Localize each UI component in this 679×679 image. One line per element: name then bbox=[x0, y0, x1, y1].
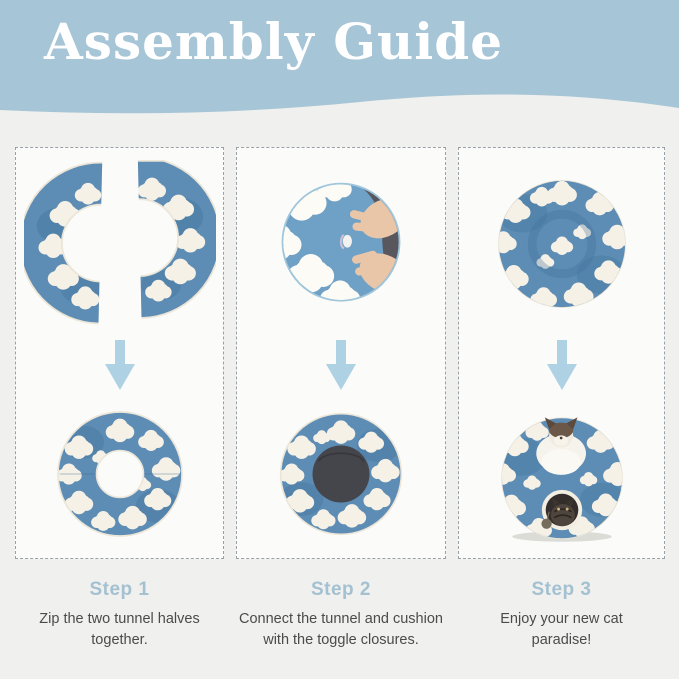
step3-label: Step 3 bbox=[531, 579, 592, 600]
step1-top-image-wrap bbox=[24, 158, 216, 330]
step1-caption bbox=[15, 579, 224, 651]
header-banner bbox=[0, 0, 679, 128]
tunnel-halves-image bbox=[24, 160, 216, 328]
step3-top-image-wrap bbox=[470, 158, 654, 330]
step2-description: Connect the tunnel and cushion with the toggle closures. bbox=[239, 611, 443, 649]
step2-arrow-wrap bbox=[326, 340, 356, 394]
step2-caption bbox=[236, 579, 446, 651]
step3-caption bbox=[458, 579, 665, 651]
step2-top-image-wrap bbox=[245, 158, 437, 330]
arrow-down-icon bbox=[326, 340, 356, 390]
assembled-tunnel-ring-image bbox=[32, 395, 208, 553]
tunnel-with-dark-cushion-image bbox=[253, 395, 429, 553]
assembled-cat-bed-image bbox=[470, 161, 654, 327]
step1-description: Zip the two tunnel halves together. bbox=[39, 611, 200, 649]
step3-description: Enjoy your new cat paradise! bbox=[500, 611, 623, 649]
wave-divider bbox=[0, 86, 679, 128]
step3-bottom-image-wrap bbox=[472, 394, 652, 554]
page-title: Assembly Guide bbox=[44, 12, 504, 71]
steps-row bbox=[0, 147, 679, 559]
cat-bed-with-cats-image bbox=[472, 395, 652, 553]
step-panel-1 bbox=[15, 147, 224, 559]
step1-label: Step 1 bbox=[89, 579, 150, 600]
step1-bottom-image-wrap bbox=[32, 394, 208, 554]
captions-row bbox=[0, 579, 679, 651]
step3-arrow-wrap bbox=[547, 340, 577, 394]
toggle-closure-photo bbox=[245, 160, 437, 328]
step2-label: Step 2 bbox=[310, 579, 372, 600]
arrow-down-icon bbox=[547, 340, 577, 390]
step-panel-2 bbox=[236, 147, 446, 559]
step1-arrow-wrap bbox=[105, 340, 135, 394]
arrow-down-icon bbox=[105, 340, 135, 390]
step2-bottom-image-wrap bbox=[253, 394, 429, 554]
step-panel-3 bbox=[458, 147, 665, 559]
